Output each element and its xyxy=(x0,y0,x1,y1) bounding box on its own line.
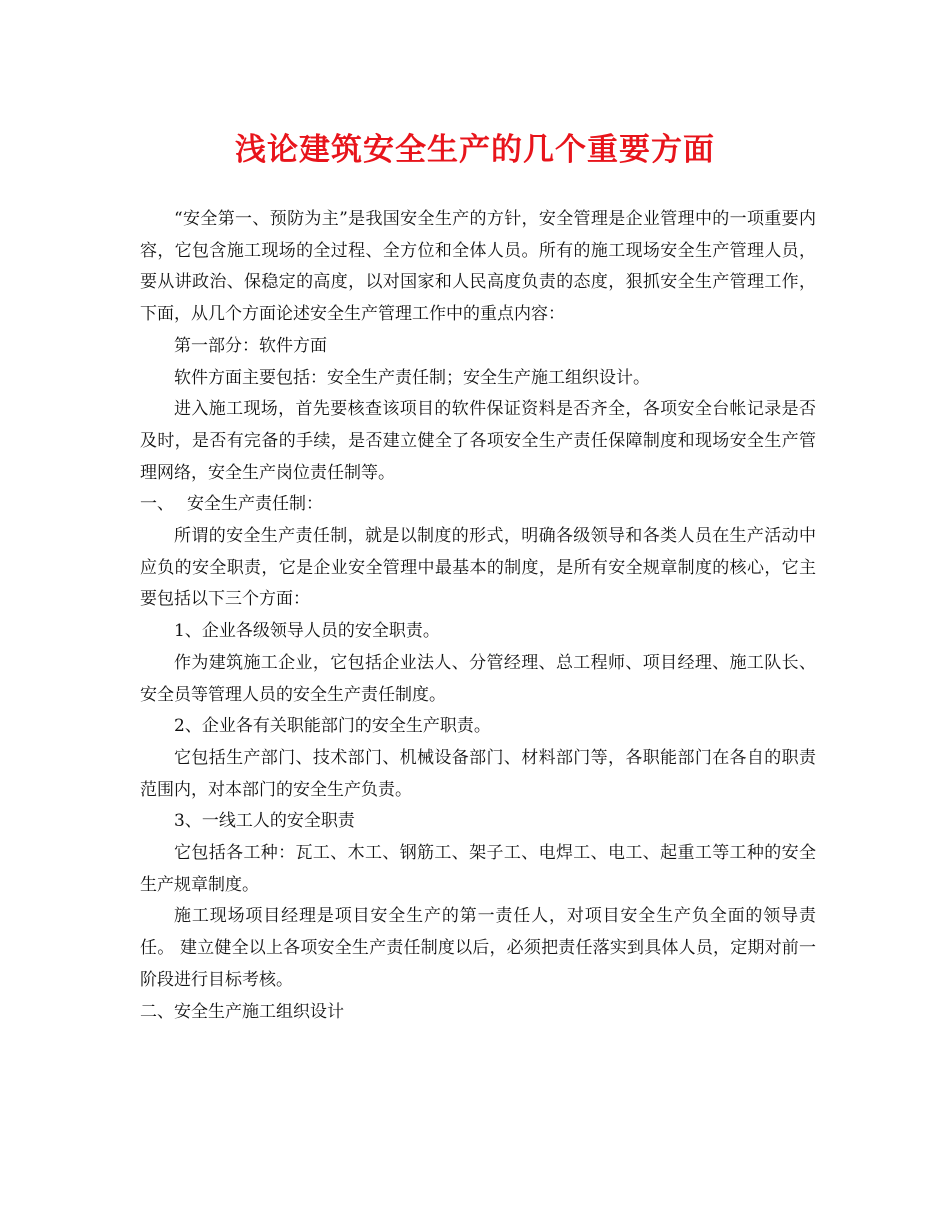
site-check-paragraph: 进入施工现场，首先要核查该项目的软件保证资料是否齐全，各项安全台帐记录是否及时，是否有完备的手续，是否建立健全了各项安全生产责任保障制度和现场安全生产管理网络，安全生产岗位责任制等。 xyxy=(140,399,816,483)
part-one-heading: 第一部分：软件方面 xyxy=(174,335,327,356)
section-one-heading xyxy=(140,489,816,521)
section-one-number: 一、 xyxy=(140,494,174,515)
responsibility-definition-paragraph: 所谓的安全生产责任制，就是以制度的形式，明确各级领导和各类人员在生产活动中应负的安全职责，它是企业安全管理中最基本的制度，是所有安全规章制度的核心，它主要包括以下三个方面： xyxy=(140,526,816,610)
item-three-paragraph: 它包括各工种：瓦工、木工、钢筋工、架子工、电焊工、电工、起重工等工种的安全生产规章制度。 xyxy=(140,843,816,895)
section-two-heading: 二、安全生产施工组织设计 xyxy=(140,1001,344,1022)
item-three-heading: 3、一线工人的安全职责 xyxy=(174,811,355,832)
section-one-label: 安全生产责任制： xyxy=(187,494,323,515)
item-one-paragraph: 作为建筑施工企业，它包括企业法人、分管经理、总工程师、项目经理、施工队长、安全员等管理人员的安全生产责任制度。 xyxy=(140,652,816,705)
project-manager-paragraph: 施工现场项目经理是项目安全生产的第一责任人，对项目安全生产负全面的领导责任。 建立健全以上各项安全生产责任制度以后，必须把责任落实到具体人员，定期对前一阶段进行目标考核。 xyxy=(140,906,816,990)
item-one-heading: 1、企业各级领导人员的安全职责。 xyxy=(174,621,440,642)
document-body xyxy=(140,204,816,1028)
item-two-heading: 2、企业各有关职能部门的安全生产职责。 xyxy=(174,716,491,737)
software-scope-paragraph: 软件方面主要包括：安全生产责任制；安全生产施工组织设计。 xyxy=(174,367,650,388)
item-two-paragraph: 它包括生产部门、技术部门、机械设备部门、材料部门等，各职能部门在各自的职责范围内，对本部门的安全生产负责。 xyxy=(140,747,816,800)
intro-paragraph: “安全第一、预防为主”是我国安全生产的方针，安全管理是企业管理中的一项重要内容，它包含施工现场的全过程、全方位和全体人员。所有的施工现场安全生产管理人员，要从讲政治、保稳定的高度，以对国家和人民高度负责的态度，狠抓安全生产管理工作，下面，从几个方面论述安全生产管理工作中的重点内容： xyxy=(140,209,816,325)
document-title: 浅论建筑安全生产的几个重要方面 xyxy=(235,132,715,168)
